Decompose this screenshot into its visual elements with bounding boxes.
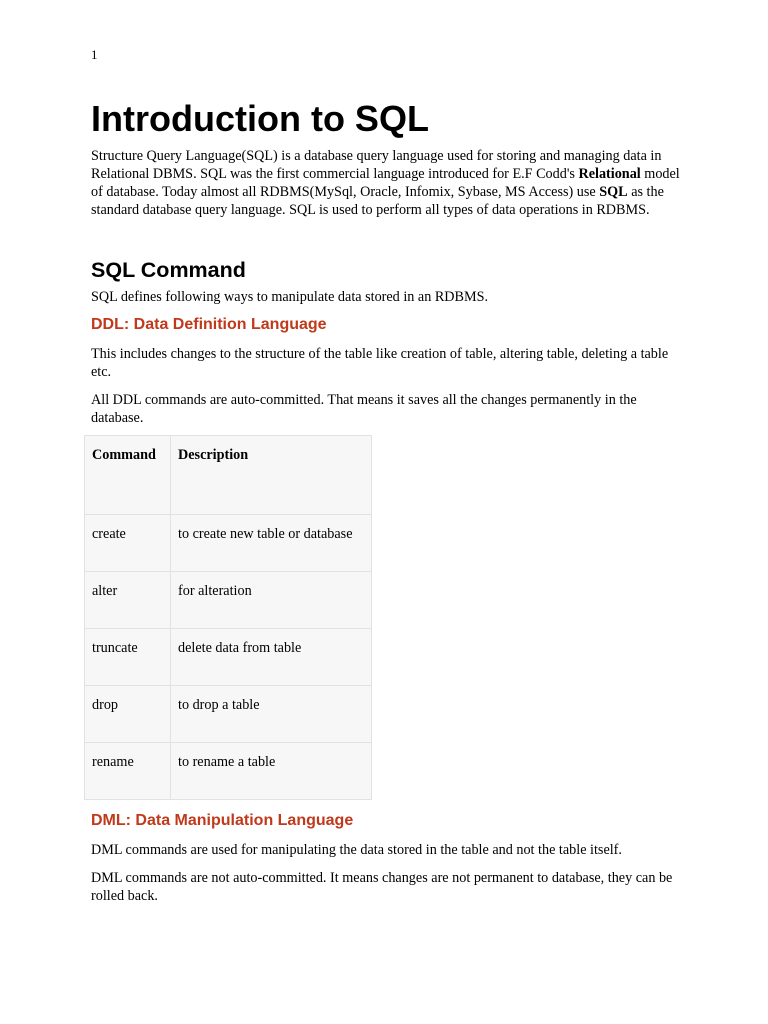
dml-paragraph-2: DML commands are not auto-committed. It means changes are not permanent to database, they can be rolled back. [91, 870, 673, 904]
table-cell-command: truncate [85, 629, 171, 686]
intro-paragraph [91, 147, 681, 219]
table-cell-command: rename [85, 743, 171, 800]
intro-text-2: model of database. Today almost all RDBMS(MySql, Oracle, Infomix, Sybase, MS Access) use [91, 166, 680, 200]
table-header-row [85, 436, 372, 515]
intro-text-3: as the standard database query language. SQL is used to perform all types of data operations in RDBMS. [91, 184, 664, 218]
table-row [85, 515, 372, 572]
table-cell-description: to drop a table [171, 686, 372, 743]
page-title: Introduction to SQL [91, 98, 429, 139]
table-row [85, 743, 372, 800]
table-cell-command: create [85, 515, 171, 572]
table-cell-description: to rename a table [171, 743, 372, 800]
table-header-command: Command [85, 436, 171, 515]
ddl-paragraph-1: This includes changes to the structure of the table like creation of table, altering table, deleting a table etc. [91, 346, 669, 380]
table-header-description: Description [171, 436, 372, 515]
sql-command-text: SQL defines following ways to manipulate data stored in an RDBMS. [91, 289, 489, 305]
sql-command-heading: SQL Command [91, 258, 246, 282]
ddl-heading: DDL: Data Definition Language [91, 316, 327, 333]
table-row [85, 629, 372, 686]
table-row [85, 572, 372, 629]
table-cell-command: drop [85, 686, 171, 743]
table-cell-description: delete data from table [171, 629, 372, 686]
table-cell-command: alter [85, 572, 171, 629]
dml-heading: DML: Data Manipulation Language [91, 812, 354, 829]
intro-bold-relational: Relational [578, 166, 641, 182]
ddl-commands-table [84, 435, 372, 800]
table-cell-description: for alteration [171, 572, 372, 629]
ddl-paragraph-2: All DDL commands are auto-committed. That means it saves all the changes permanently in the database. [91, 392, 637, 426]
intro-text-1: Structure Query Language(SQL) is a database query language used for storing and managing data in Relational DBMS. SQL was the first commercial language introduced for E.F Codd's [91, 148, 662, 182]
page-number: 1 [91, 47, 98, 62]
dml-paragraph-1: DML commands are used for manipulating the data stored in the table and not the table itself. [91, 842, 622, 858]
table-row [85, 686, 372, 743]
table-cell-description: to create new table or database [171, 515, 372, 572]
intro-bold-sql: SQL [599, 184, 628, 200]
